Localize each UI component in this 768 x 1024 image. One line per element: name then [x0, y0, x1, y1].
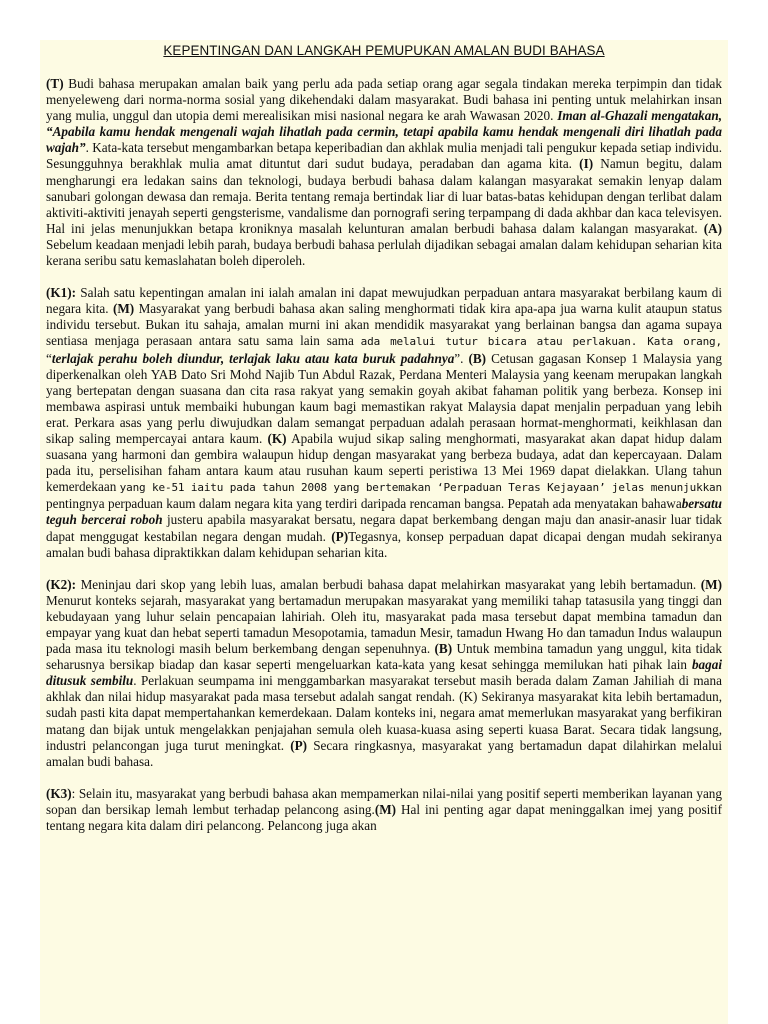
section-marker: (K1): — [46, 285, 77, 301]
document-body — [46, 76, 722, 834]
body-text-run: Masyarakat yang berbudi bahasa akan saling menghormati tidak kira apa-apa jua warna kulit ataupun status individu tersebut. Bukan itu sahaja, amalan murni ini akan mendidik masyarakat yang berlainan bangsa dan agama supaya sentiasa menjaga perasaan antara satu sama lain sama — [46, 301, 722, 349]
section-marker: (P) — [331, 528, 349, 544]
document-page — [40, 40, 728, 1024]
body-text-run: . Kata-kata tersebut mengambarkan betapa keperibadian dan akhlak mulia menjadi tali pengukur kepada setiap individu. Sesungguhnya berakhlak mulia amat dituntut dari sudut budaya, peradaban dan agama kita. — [46, 140, 722, 172]
body-text-run: . Perlakuan seumpama ini menggambarkan masyarakat tersebut masih berada dalam Zaman Jahiliah di mana akhlak dan nilai hidup masyarakat pada masa tersebut adalah sangat rendah. (K) Sekiranya masyarakat kita lebih bertamadun, sudah pasti kita dapat mempertahankan kemerdekaan. Dalam konteks ini, negara amat memerlukan masyarakat yang berfikiran matang dan bijak untuk mengelakkan penjajahan semula oleh kuasa-kuasa asing seperti kuasa Barat. Secara tidak langsung, industri pelancongan juga turut meningkat. — [46, 673, 722, 753]
body-text-run: Secara ringkasnya, masyarakat yang bertamadun dapat dilahirkan melalui amalan budi bahasa. — [46, 737, 722, 769]
mono-text-run: ada melalui tutur bicara atau perlakuan. Kata orang, — [360, 335, 722, 349]
body-text-run: Untuk membina tamadun yang unggul, kita tidak seharusnya bersikap biadap dan kasar seperti mengeluarkan kata-kata yang kesat sehingga memilukan hati pihak lain — [46, 641, 722, 673]
body-text-run: Menurut konteks sejarah, masyarakat yang bertamadun merupakan masyarakat yang memiliki tahap tatasusila yang tinggi dan kebudayaan yang luhur selain pencapaian lahiriah. Oleh itu, masyarakat pada masa tersebut dapat membina tamadun dan empayar yang kuat dan hebat seperti tamadun Mesopotamia, tamadun Mesir, tamadun Hwang Ho dan tamadun Indus walaupun pada masa itu teknologi masih belum berkembang dengan sepenuhnya. — [46, 592, 722, 657]
quote-text: terlajak perahu boleh diundur, terlajak laku atau kata buruk padahnya — [51, 350, 455, 366]
section-marker: (K3) — [46, 785, 72, 801]
quote-text: bersatu teguh bercerai roboh — [46, 496, 722, 528]
section-marker: (B) — [468, 350, 487, 366]
paragraph-k1-perpaduan — [46, 285, 722, 561]
body-text-run: Budi bahasa merupakan amalan baik yang perlu ada pada setiap orang agar segala tindakan mereka terpimpin dan tidak menyeleweng dari norma-norma sosial yang dikehendaki dalam masyarakat. Budi bahasa ini penting untuk melahirkan insan yang mulia, unggul dan utopia demi merealisikan misi nasional negara ke arah Wawasan 2020. — [46, 76, 722, 124]
section-marker: (M) — [700, 576, 722, 592]
paragraph-k2-tamadun — [46, 577, 722, 770]
section-marker: (P) — [290, 737, 308, 753]
paragraph-introduction — [46, 76, 722, 269]
body-text-run: Tegasnya, konsep perpaduan dapat dicapai dengan mudah sekiranya amalan budi bahasa dipraktikkan dalam kehidupan seharian kita. — [46, 528, 722, 560]
section-marker: (M) — [374, 801, 397, 817]
section-marker: (T) — [46, 76, 64, 91]
body-text-run: Cetusan gagasan Konsep 1 Malaysia yang diperkenalkan oleh YAB Dato Sri Mohd Najib Tun Abdul Razak, Perdana Menteri Malaysia yang keenam merupakan langkah yang bertepatan dengan suasana dan cita rasa rakyat yang semakin goyah akibat fahaman politik yang berbeza. Konsep ini membawa aspirasi untuk membaiki hubungan kaum bagi memastikan rakyat Malaysia dapat menjalin perpaduan yang lebih erat. Perkara asas yang perlu diwujudkan dalam semangat perpaduan adalah perasaan hormat-menghormati, keikhlasan dan sikap saling mempercayai antara kaum. — [46, 350, 722, 446]
body-text-run: justeru apabila masyarakat bersatu, negara dapat berkembang dengan maju dan anasir-anasir luar tidak dapat menggugat kestabilan negara dengan mudah. — [46, 512, 722, 544]
section-marker: (K) — [267, 430, 287, 446]
section-marker: (M) — [112, 301, 135, 317]
body-text-run: Namun begitu, dalam mengharungi era ledakan sains dan teknologi, budaya berbudi bahasa dalam kalangan masyarakat semakin lenyap dalam sanubari golongan dewasa dan remaja. Berita tentang remaja bertindak liar di luar batas-batas kehidupan dengan terlibat dalam aktiviti-aktiviti jenayah seperti gengsterisme, vandalisme dan pornografi sering terpampang di dada akhbar dan kaca televisyen. Hal ini jelas menunjukkan betapa kroniknya masalah kelunturan amalan berbudi bahasa dalam kalangan masyarakat. — [46, 156, 722, 236]
body-text-run: Salah satu kepentingan amalan ini ialah amalan ini dapat mewujudkan perpaduan antara masyarakat berbilang kaum di negara kita. — [46, 285, 722, 317]
quote-text: Iman al-Ghazali mengatakan, “Apabila kamu hendak mengenali wajah lihatlah pada cermin, tetapi apabila kamu hendak mengenali diri lihatlah pada wajah” — [46, 108, 722, 156]
body-text-run: Hal ini penting agar dapat meninggalkan imej yang positif tentang negara kita dalam diri pelancong. Pelancong juga akan — [46, 801, 722, 834]
document-title: KEPENTINGAN DAN LANGKAH PEMUPUKAN AMALAN BUDI BAHASA — [163, 43, 605, 58]
body-text-run: ”. — [454, 350, 469, 366]
body-text-run: “ — [46, 350, 52, 366]
mono-text-run: yang ke-51 iaitu pada tahun 2008 yang bertemakan ‘Perpaduan Teras Kejayaan’ jelas menunjukkan — [119, 481, 722, 495]
body-text-run: Apabila wujud sikap saling menghormati, masyarakat akan dapat hidup dalam suasana yang harmoni dan gembira walaupun hidup dengan masyarakat yang berbeza budaya, adat dan kepercayaan. Dalam pada itu, perselisihan faham antara kaum atau rusuhan kaum seperti peristiwa 13 Mei 1969 dapat dielakkan. Ulang tahun kemerdekaan — [46, 430, 722, 495]
section-marker: (K2): — [46, 576, 77, 592]
body-text-run: pentingnya perpaduan kaum dalam negara kita yang terdiri daripada rencaman bangsa. Pepatah ada menyatakan bahawa — [46, 496, 682, 512]
section-marker: (B) — [434, 641, 453, 657]
section-marker: (A) — [703, 220, 722, 236]
section-marker: (I) — [579, 156, 594, 172]
quote-text: bagai ditusuk sembilu — [46, 657, 722, 689]
body-text-run: Sebelum keadaan menjadi lebih parah, budaya berbudi bahasa perlulah dijadikan sebagai amalan dalam kehidupan seharian kita kerana seribu satu kemaslahatan boleh diperoleh. — [46, 236, 722, 269]
paragraph-k3-pelancongan — [46, 786, 722, 834]
body-text-run: : Selain itu, masyarakat yang berbudi bahasa akan mempamerkan nilai-nilai yang positif seperti memberikan layanan yang sopan dan bersikap lemah lembut terhadap pelancong asing. — [46, 785, 722, 817]
body-text-run: Meninjau dari skop yang lebih luas, amalan berbudi bahasa dapat melahirkan masyarakat yang lebih bertamadun. — [76, 576, 701, 592]
